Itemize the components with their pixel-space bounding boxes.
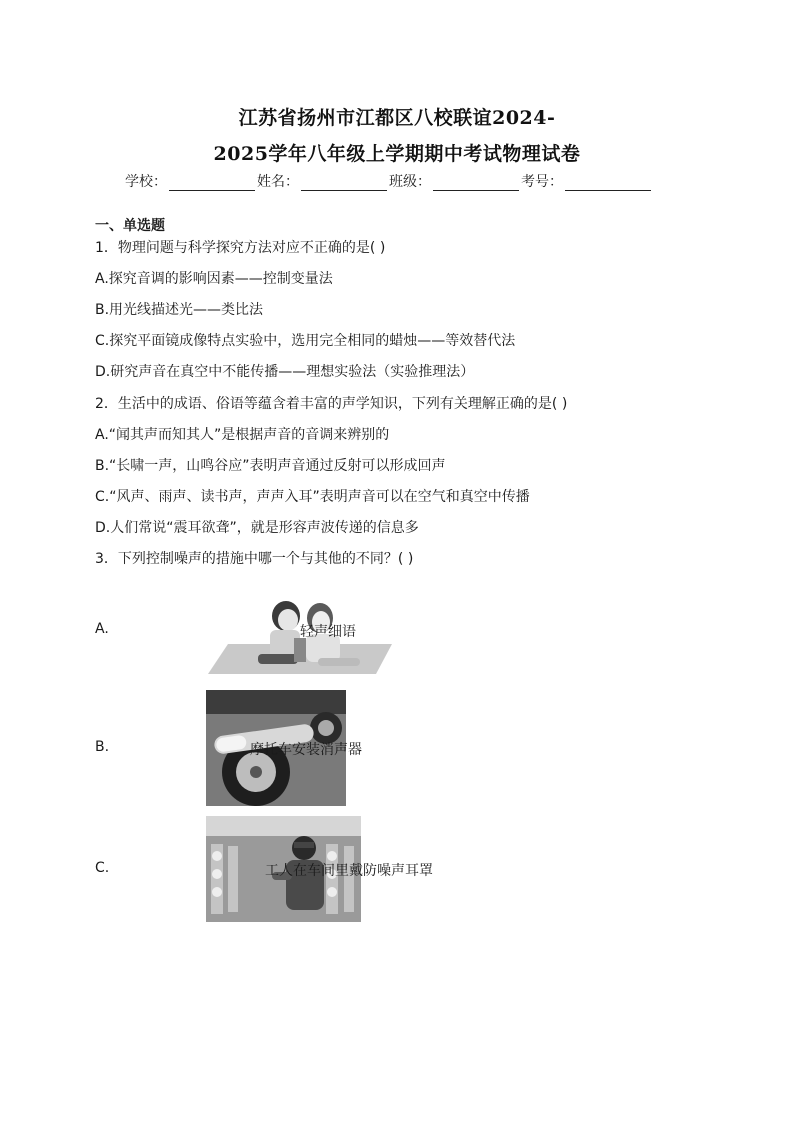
question-1-option-c: C.探究平面镜成像特点实验中，选用完全相同的蜡烛——等效替代法 (95, 333, 516, 349)
question-1-option-d: D.研究声音在真空中不能传播——理想实验法（实验推理法） (95, 364, 475, 380)
question-2-option-d: D.人们常说“震耳欲聋”，就是形容声波传递的信息多 (95, 520, 419, 536)
question-1-option-b: B.用光线描述光——类比法 (95, 302, 264, 318)
exam-title-line1: 江苏省扬州市江都区八校联谊2024- (238, 107, 556, 129)
question-1-stem: 1．物理问题与科学探究方法对应不正确的是( ) (95, 240, 386, 256)
exam-title-line2: 2025学年八年级上学期期中考试物理试卷 (213, 143, 581, 165)
class-blank[interactable] (433, 174, 519, 191)
option-b-letter: B. (95, 739, 110, 755)
student-info-row (125, 171, 653, 191)
exam-number-blank[interactable] (565, 174, 651, 191)
option-c-letter: C. (95, 860, 110, 876)
name-label: 姓名： (257, 174, 299, 190)
school-blank[interactable] (169, 174, 255, 191)
option-b-caption: 摩托车安装消声器 (250, 742, 362, 758)
option-a-caption: 轻声细语 (300, 624, 356, 640)
question-2-option-a: A.“闻其声而知其人”是根据声音的音调来辨别的 (95, 427, 390, 443)
question-2-stem: 2．生活中的成语、俗语等蕴含着丰富的声学知识，下列有关理解正确的是( ) (95, 396, 568, 412)
option-a-letter: A. (95, 621, 109, 637)
section-heading: 一、单选题 (95, 218, 165, 234)
class-label: 班级： (389, 174, 431, 190)
question-3-stem: 3．下列控制噪声的措施中哪一个与其他的不同？( ) (95, 551, 414, 567)
school-label: 学校： (125, 174, 167, 190)
name-blank[interactable] (301, 174, 387, 191)
question-2-option-c: C.“风声、雨声、读书声，声声入耳”表明声音可以在空气和真空中传播 (95, 489, 530, 505)
exam-number-label: 考号： (521, 174, 563, 190)
question-1-option-a: A.探究音调的影响因素——控制变量法 (95, 271, 333, 287)
option-c-caption: 工人在车间里戴防噪声耳罩 (265, 863, 433, 879)
question-2-option-b: B.“长啸一声，山鸣谷应”表明声音通过反射可以形成回声 (95, 458, 446, 474)
